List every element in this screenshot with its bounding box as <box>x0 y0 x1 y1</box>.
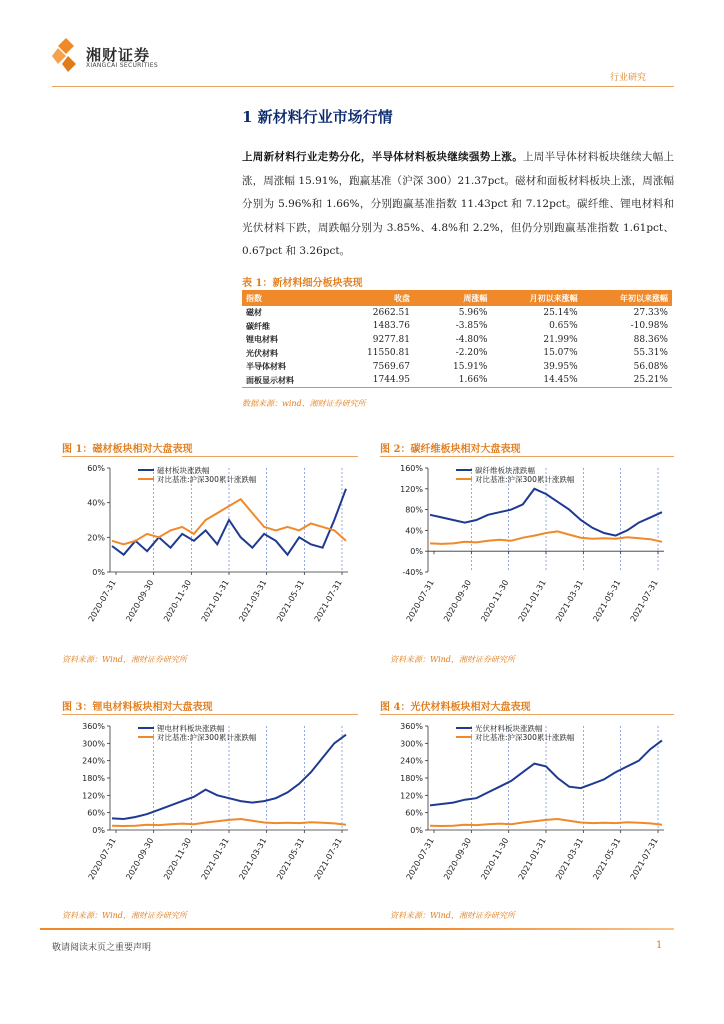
figure-title: 图 3：锂电材料板块相对大盘表现 <box>62 702 213 713</box>
logo-icon <box>52 38 82 74</box>
legend-label: 对比基准:沪深300累计涨跌幅 <box>157 475 257 484</box>
footer-divider <box>40 928 674 930</box>
y-tick-label: 120% <box>400 791 423 801</box>
x-tick-label: 2021-01-31 <box>516 836 548 882</box>
x-tick-label: 2021-05-31 <box>591 578 623 624</box>
section-tag: 行业研究 <box>610 73 647 83</box>
table-cell: 27.33% <box>633 307 668 318</box>
x-tick-label: 2021-07-31 <box>628 578 660 624</box>
y-tick-label: 60% <box>87 808 105 818</box>
legend-label: 对比基准:沪深300累计涨跌幅 <box>157 733 257 742</box>
y-tick-label: 40% <box>405 526 423 536</box>
x-tick-label: 2021-07-31 <box>312 578 344 624</box>
figure-divider <box>380 714 674 715</box>
summary-text: 上周半导体材料板块继续大幅上涨，周涨幅 15.91%，跑赢基准（沪深 300）21.37pct。磁材和面板材料板块上涨，周涨幅分别为 5.96%和 1.66%，分别跑赢基准指数 11.43pct 和 7.12pct。碳纤维、锂电材料和光伏材料下跌，周跌幅分别为 3.85%、4.8%和 2.2%，但仍分别跑赢基准指数 1.61pct、0.67pct 和 3.26pct。 <box>242 151 674 257</box>
table-header: 周涨幅 <box>414 290 491 306</box>
table-cell: 39.95% <box>543 361 578 372</box>
table-row <box>242 333 672 347</box>
figure-source: 资料来源：Wind，湘财证券研究所 <box>62 911 187 920</box>
page-number: 1 <box>656 940 663 951</box>
table-cell: 5.96% <box>458 307 488 318</box>
table-cell: 21.99% <box>543 334 578 345</box>
x-tick-label: 2020-07-31 <box>404 578 436 624</box>
table-cell: 1744.95 <box>345 374 414 388</box>
y-tick-label: 60% <box>405 808 423 818</box>
chart-lithium <box>62 718 358 906</box>
x-tick-label: 2020-09-30 <box>442 836 474 882</box>
x-tick-label: 2021-01-31 <box>199 578 231 624</box>
table-cell: -2.20% <box>455 348 488 359</box>
figure-source: 资料来源：Wind，湘财证券研究所 <box>62 655 187 664</box>
y-tick-label: 120% <box>400 484 423 494</box>
figure-divider <box>380 456 674 457</box>
table-cell: 56.08% <box>633 361 668 372</box>
table-cell: 碳纤维 <box>246 320 270 331</box>
y-tick-label: 120% <box>82 791 105 801</box>
table-row <box>242 306 672 320</box>
y-tick-label: -40% <box>402 568 423 577</box>
table-cell: 25.14% <box>543 307 578 318</box>
table-cell: 1483.76 <box>372 321 410 332</box>
x-tick-label: 2021-07-31 <box>312 836 344 882</box>
y-tick-label: 0% <box>92 826 105 835</box>
table-title: 表 1：新材料细分板块表现 <box>242 278 363 289</box>
table-cell: 15.07% <box>543 348 578 359</box>
chart-magnetic <box>62 460 358 648</box>
x-tick-label: 2020-09-30 <box>124 578 156 624</box>
legend-label: 光伏材料板块涨跌幅 <box>475 724 543 733</box>
table-row <box>242 360 672 374</box>
x-tick-label: 2020-11-30 <box>162 578 194 624</box>
figure-source: 资料来源：Wind，湘财证券研究所 <box>390 655 515 664</box>
y-tick-label: 40% <box>87 498 105 508</box>
y-tick-label: 20% <box>87 533 105 543</box>
table-cell: 9277.81 <box>372 334 410 345</box>
table-cell: 7569.67 <box>372 361 410 372</box>
x-tick-label: 2020-11-30 <box>479 578 511 624</box>
table-header-row <box>242 290 672 306</box>
x-tick-label: 2021-03-31 <box>237 578 269 624</box>
section-title: 1 新材料行业市场行情 <box>242 108 393 126</box>
x-tick-label: 2020-11-30 <box>162 836 194 882</box>
table-cell: -4.80% <box>455 334 488 345</box>
legend-label: 锂电材料板块涨跌幅 <box>157 724 225 733</box>
table-cell: 0.65% <box>549 321 578 332</box>
footer-disclaimer: 敬请阅读末页之重要声明 <box>52 943 152 953</box>
x-tick-label: 2021-07-31 <box>628 836 660 882</box>
table-source: 数据来源：wind、湘财证券研究所 <box>242 399 366 408</box>
y-tick-label: 80% <box>405 505 423 515</box>
x-tick-label: 2021-01-31 <box>199 836 231 882</box>
table-cell: 2662.51 <box>372 307 410 318</box>
table-row <box>242 347 672 361</box>
figure-title: 图 2：碳纤维板块相对大盘表现 <box>380 444 521 455</box>
table-cell: 15.91% <box>453 361 488 372</box>
x-tick-label: 2021-03-31 <box>554 836 586 882</box>
table-header: 指数 <box>242 290 345 306</box>
y-tick-label: 0% <box>410 826 423 835</box>
summary-paragraph <box>242 146 674 264</box>
table-header: 年初以来涨幅 <box>582 290 672 306</box>
table-cell: 光伏材料 <box>246 347 278 358</box>
table-row <box>242 320 672 334</box>
table-cell: 11550.81 <box>367 348 410 359</box>
y-tick-label: 180% <box>82 774 105 783</box>
y-tick-label: 240% <box>400 756 423 766</box>
table-cell: 55.31% <box>633 348 668 359</box>
y-tick-label: 300% <box>82 739 105 749</box>
header-divider <box>52 86 674 87</box>
x-tick-label: 2021-03-31 <box>554 578 586 624</box>
y-tick-label: 0% <box>410 547 423 557</box>
table-cell: 面板显示材料 <box>242 374 345 388</box>
figure-title: 图 4：光伏材料板块相对大盘表现 <box>380 702 531 713</box>
table-cell: -3.85% <box>455 321 488 332</box>
chart-carbon-fiber <box>380 460 674 648</box>
x-tick-label: 2021-03-31 <box>237 836 269 882</box>
y-tick-label: 0% <box>92 568 105 577</box>
table-cell: 锂电材料 <box>246 334 278 345</box>
y-tick-label: 60% <box>87 464 105 473</box>
x-tick-label: 2021-01-31 <box>516 578 548 624</box>
table-cell: 88.36% <box>633 334 668 345</box>
table-cell: -10.98% <box>630 321 668 332</box>
table-row <box>242 374 672 388</box>
summary-bold: 上周新材料行业走势分化，半导体材料板块继续强势上涨。 <box>242 151 523 163</box>
table-header: 月初以来涨幅 <box>491 290 581 306</box>
table-cell: 磁材 <box>246 307 262 318</box>
legend-label: 磁材板块涨跌幅 <box>157 466 210 475</box>
table-cell: 1.66% <box>414 374 491 388</box>
x-tick-label: 2020-07-31 <box>404 836 436 882</box>
chart-photovoltaic <box>380 718 674 906</box>
figure-divider <box>62 714 358 715</box>
table-cell: 14.45% <box>491 374 581 388</box>
legend-label: 对比基准:沪深300累计涨跌幅 <box>475 475 575 484</box>
x-tick-label: 2020-07-31 <box>86 578 118 624</box>
table-header: 收盘 <box>345 290 414 306</box>
y-tick-label: 160% <box>400 464 423 473</box>
y-tick-label: 180% <box>400 774 423 783</box>
logo-subtext: XIANGCAI SECURITIES <box>86 62 158 69</box>
legend-label: 对比基准:沪深300累计涨跌幅 <box>475 733 575 742</box>
x-tick-label: 2021-05-31 <box>275 836 307 882</box>
y-tick-label: 300% <box>400 739 423 749</box>
figure-divider <box>62 456 358 457</box>
y-tick-label: 240% <box>82 756 105 766</box>
y-tick-label: 360% <box>82 722 105 731</box>
x-tick-label: 2021-05-31 <box>591 836 623 882</box>
x-tick-label: 2020-09-30 <box>124 836 156 882</box>
x-tick-label: 2020-09-30 <box>442 578 474 624</box>
table-cell: 25.21% <box>582 374 672 388</box>
x-tick-label: 2020-11-30 <box>479 836 511 882</box>
figure-source: 资料来源：Wind，湘财证券研究所 <box>390 911 515 920</box>
sector-table <box>242 290 672 388</box>
x-tick-label: 2021-05-31 <box>275 578 307 624</box>
x-tick-label: 2020-07-31 <box>86 836 118 882</box>
logo-text: 湘财证券 <box>86 46 151 64</box>
table-cell: 半导体材料 <box>246 361 286 372</box>
figure-title: 图 1：磁材板块相对大盘表现 <box>62 444 193 455</box>
legend-label: 碳纤维板块涨跌幅 <box>475 466 535 475</box>
y-tick-label: 360% <box>400 722 423 731</box>
